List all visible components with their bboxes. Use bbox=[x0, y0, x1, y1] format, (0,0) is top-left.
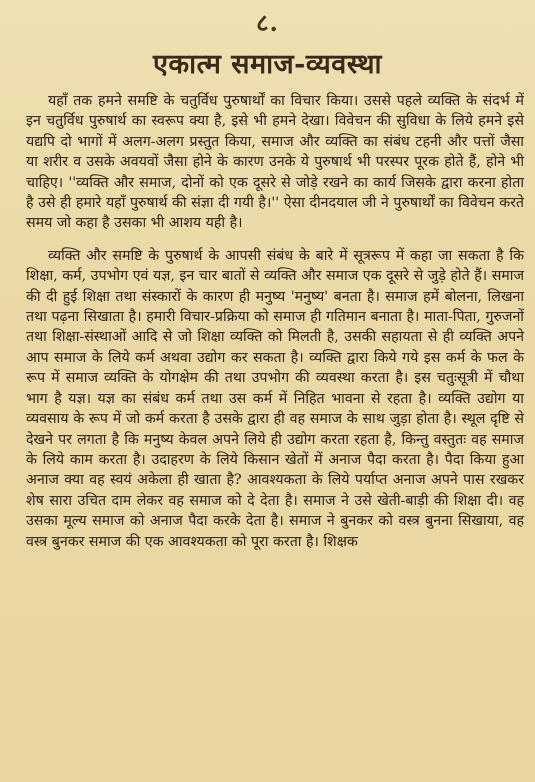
chapter-number: ८. bbox=[256, 8, 279, 37]
paragraph: यहाँ तक हमने समष्टि के चतुर्विध पुरुषार्थों का विचार किया। उससे पहले व्यक्ति के संदर्भ में इन चतुर्विध पुरुषार्थ का स्वरूप क्या है, इसे भी हमने देखा। विवेचन की सुविधा के लिये हमने इसे यद्यपि दो भागों में अलग-अलग प्रस्तुत किया, समाज और व्यक्ति का संबंध टहनी और पत्तों जैसा या शरीर व उसके अवयवों जैसा होने के कारण उनके ये पुरुषार्थ भी परस्पर पूरक होते हैं, होने भी चाहिए। ''व्यक्ति और समाज, दोनों को एक दूसरे से जोड़े रखने का कार्य जिसके द्वारा करना होता है उसे ही हमारे यहाँ पुरुषार्थ की संज्ञा दी गयी है।'' ऐसा दीनदयाल जी ने पुरुषार्थों का विवेचन करते समय जो कहा है उसका भी आशय यही है। bbox=[26, 93, 524, 232]
body-text bbox=[26, 91, 524, 552]
paragraph: व्यक्ति और समष्टि के पुरुषार्थ के आपसी संबंध के बारे में सूत्ररूप में कहा जा सकता है कि शिक्षा, कर्म, उपभोग एवं यज्ञ, इन चार बातों से व्यक्ति और समाज एक दूसरे से जुड़े होते हैं। समाज की दी हुई शिक्षा तथा संस्कारों के कारण ही मनुष्य 'मनुष्य' बनता है। समाज हमें बोलना, लिखना तथा पढ़ना सिखाता है। हमारी विचार-प्रक्रिया को समाज ही गतिमान बनाता है। माता-पिता, गुरुजनों तथा शिक्षा-संस्थाओं आदि से जो शिक्षा व्यक्ति को मिलती है, उसकी सहायता से ही व्यक्ति अपने आप समाज के लिये कर्म अथवा उद्योग कर सकता है। व्यक्ति द्वारा किये गये इस कर्म के फल के रूप में समाज व्यक्ति के योगक्षेम की तथा उपभोग की व्यवस्था करता है। इस चतुःसूत्री में चौथा भाग है यज्ञ। यज्ञ का संबंध कर्म तथा उस कर्म में निहित भावना से रहता है। व्यक्ति उद्योग या व्यवसाय के रूप में जो कर्म करता है उसके द्वारा ही वह समाज के साथ जुड़ा होता है। स्थूल दृष्टि से देखने पर लगता है कि मनुष्य केवल अपने लिये ही उद्योग करता रहता है, किन्तु वस्तुतः वह समाज के लिये काम करता है। उदाहरण के लिये किसान खेतों में अनाज पैदा करता है। पैदा किया हुआ अनाज क्या वह स्वयं अकेला ही खाता है? आवश्यकता के लिये पर्याप्त अनाज अपने पास रखकर शेष सारा उचित दाम लेकर वह समाज को दे देता है। समाज ने उसे खेती-बाड़ी की शिक्षा दी। वह उसका मूल्य समाज को अनाज पैदा करके देता है। समाज ने बुनकर को वस्त्र बुनना सिखाया, वह वस्त्र बुनकर समाज की एक आवश्यकता को पूरा करता है। शिक्षक bbox=[26, 247, 524, 550]
chapter-title: एकात्म समाज-व्यवस्था bbox=[152, 49, 383, 80]
